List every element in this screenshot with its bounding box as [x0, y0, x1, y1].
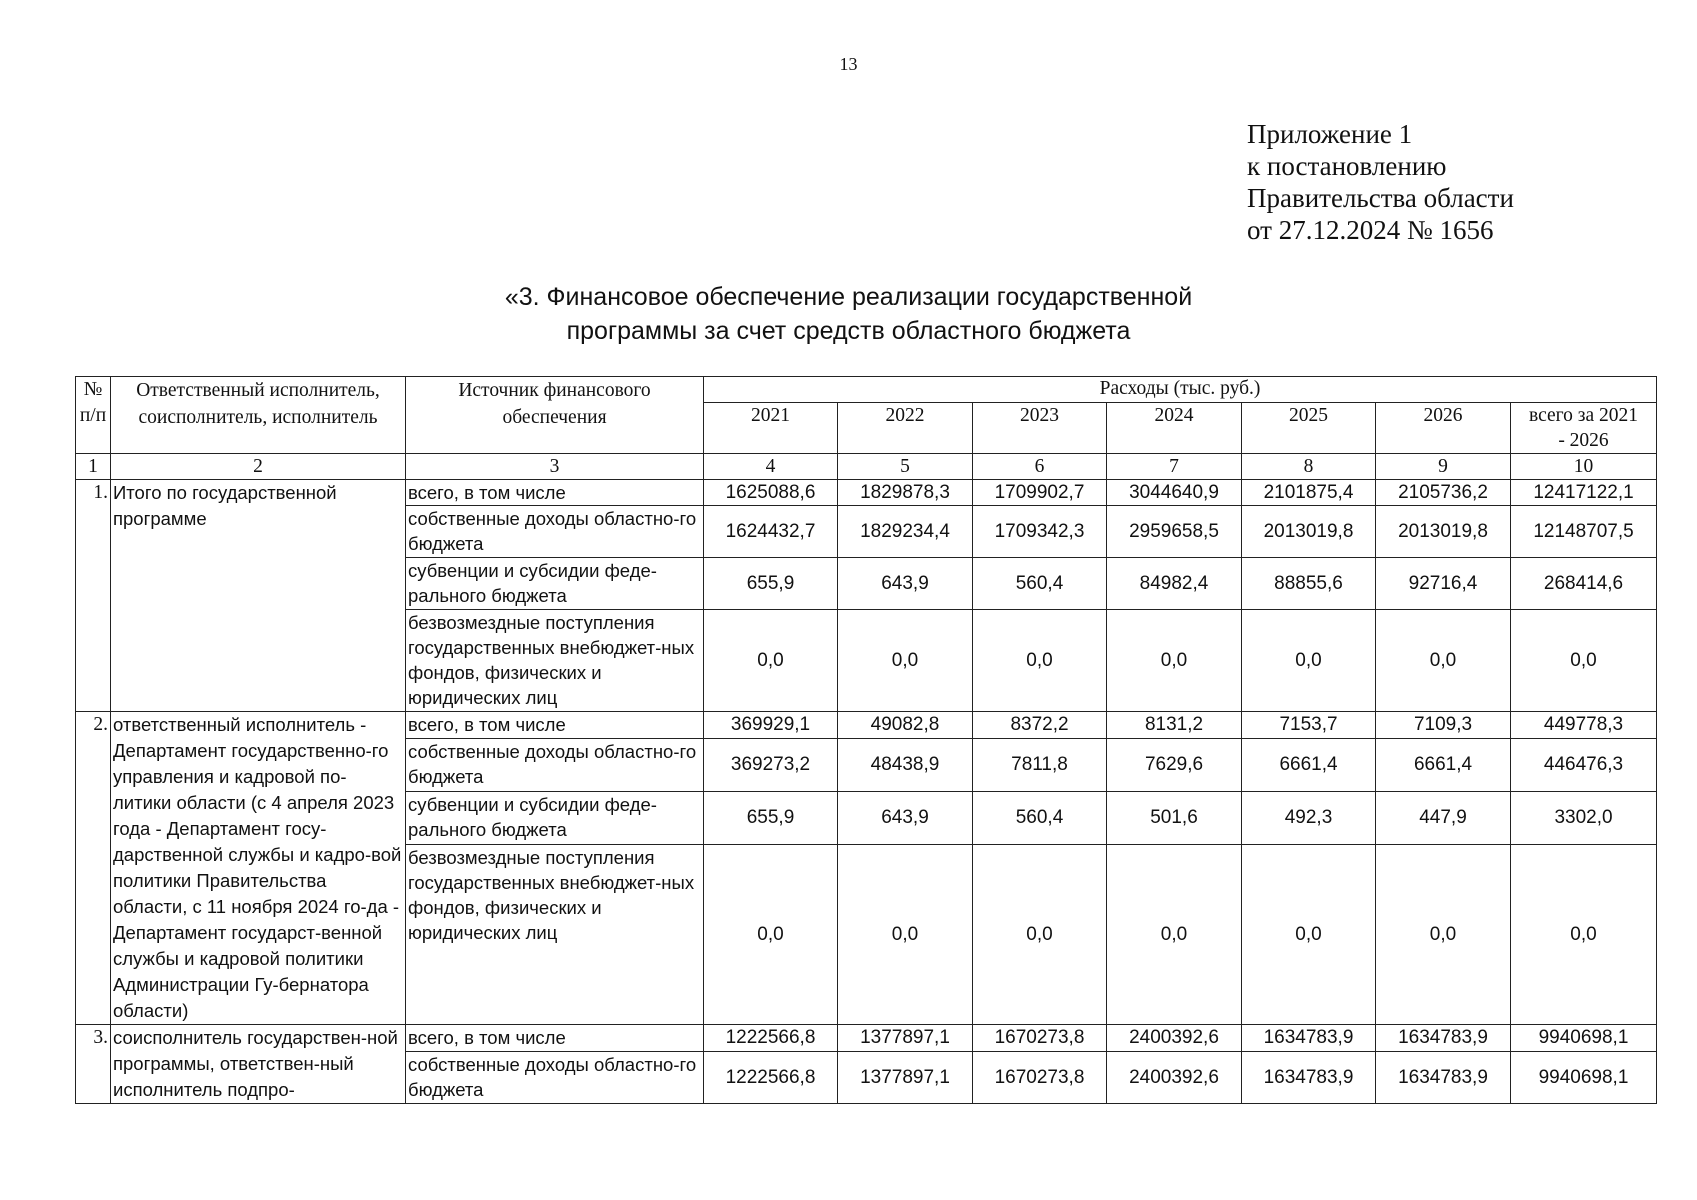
value-cell: 1625088,6	[704, 480, 838, 506]
value-cell: 369929,1	[704, 712, 838, 739]
header-year: 2026	[1376, 403, 1511, 454]
value-cell: 0,0	[704, 610, 838, 712]
value-cell: 446476,3	[1511, 738, 1657, 791]
value-cell: 2400392,6	[1107, 1025, 1242, 1052]
source-cell: всего, в том числе	[406, 480, 704, 506]
header-num: № п/п	[76, 377, 111, 454]
header-source: Источник финансового обеспечения	[406, 377, 704, 454]
value-cell: 49082,8	[838, 712, 973, 739]
executor-cell: ответственный исполнитель - Департамент государственно-го управления и кадровой по-литики области (с 4 апреля 2023 года - Департамент госу-дарственной службы и кадро-вой политики Правительства области, с 11 ноября 2024 го-да - Департамент государст-венной службы и кадровой политики Администрации Гу-бернатора области)	[111, 712, 406, 1025]
value-cell: 0,0	[704, 844, 838, 1024]
value-cell: 643,9	[838, 791, 973, 844]
value-cell: 2105736,2	[1376, 480, 1511, 506]
header-executor: Ответственный исполнитель, соисполнитель, исполнитель	[111, 377, 406, 454]
value-cell: 0,0	[1376, 610, 1511, 712]
value-cell: 48438,9	[838, 738, 973, 791]
header-year: 2022	[838, 403, 973, 454]
value-cell: 1670273,8	[973, 1025, 1107, 1052]
value-cell: 0,0	[1107, 610, 1242, 712]
appendix-line: Правительства области	[1247, 183, 1514, 213]
value-cell: 2400392,6	[1107, 1051, 1242, 1103]
column-index: 7	[1107, 454, 1242, 480]
value-cell: 449778,3	[1511, 712, 1657, 739]
column-index: 1	[76, 454, 111, 480]
value-cell: 1634783,9	[1242, 1025, 1376, 1052]
value-cell: 492,3	[1242, 791, 1376, 844]
value-cell: 0,0	[973, 844, 1107, 1024]
value-cell: 1670273,8	[973, 1051, 1107, 1103]
value-cell: 2013019,8	[1242, 506, 1376, 558]
value-cell: 0,0	[1107, 844, 1242, 1024]
value-cell: 0,0	[1511, 844, 1657, 1024]
value-cell: 88855,6	[1242, 558, 1376, 610]
column-index: 8	[1242, 454, 1376, 480]
value-cell: 2101875,4	[1242, 480, 1376, 506]
header-year: 2025	[1242, 403, 1376, 454]
value-cell: 1624432,7	[704, 506, 838, 558]
value-cell: 1634783,9	[1242, 1051, 1376, 1103]
page-number: 13	[839, 54, 858, 74]
value-cell: 9940698,1	[1511, 1051, 1657, 1103]
value-cell: 6661,4	[1376, 738, 1511, 791]
source-cell: всего, в том числе	[406, 1025, 704, 1052]
value-cell: 84982,4	[1107, 558, 1242, 610]
value-cell: 1634783,9	[1376, 1051, 1511, 1103]
appendix-line: Приложение 1	[1247, 119, 1413, 149]
value-cell: 369273,2	[704, 738, 838, 791]
column-index: 10	[1511, 454, 1657, 480]
value-cell: 447,9	[1376, 791, 1511, 844]
executor-cell: Итого по государственной программе	[111, 480, 406, 712]
header-year: 2023	[973, 403, 1107, 454]
appendix-line: к постановлению	[1247, 151, 1447, 181]
value-cell: 1709902,7	[973, 480, 1107, 506]
source-cell: собственные доходы областно-го бюджета	[406, 1051, 704, 1103]
value-cell: 501,6	[1107, 791, 1242, 844]
value-cell: 560,4	[973, 558, 1107, 610]
value-cell: 1377897,1	[838, 1051, 973, 1103]
value-cell: 655,9	[704, 791, 838, 844]
value-cell: 9940698,1	[1511, 1025, 1657, 1052]
value-cell: 0,0	[1511, 610, 1657, 712]
title-line: «3. Финансовое обеспечение реализации государственной	[504, 283, 1193, 311]
value-cell: 1709342,3	[973, 506, 1107, 558]
executor-cell: соисполнитель государствен-ной программы, ответствен-ный исполнитель подпро-	[111, 1025, 406, 1104]
header-year: 2024	[1107, 403, 1242, 454]
header-row	[76, 377, 1657, 403]
value-cell: 7153,7	[1242, 712, 1376, 739]
source-cell: всего, в том числе	[406, 712, 704, 739]
source-cell: безвозмездные поступления государственных внебюджет-ных фондов, физических и юридических лиц	[406, 844, 704, 1024]
column-index: 2	[111, 454, 406, 480]
table-row	[76, 712, 1657, 739]
appendix-note	[1247, 118, 1514, 246]
value-cell: 3302,0	[1511, 791, 1657, 844]
source-cell: собственные доходы областно-го бюджета	[406, 506, 704, 558]
value-cell: 1634783,9	[1376, 1025, 1511, 1052]
row-number: 3.	[76, 1025, 111, 1104]
value-cell: 0,0	[838, 844, 973, 1024]
column-index: 6	[973, 454, 1107, 480]
value-cell: 1829878,3	[838, 480, 973, 506]
value-cell: 0,0	[1242, 844, 1376, 1024]
value-cell: 0,0	[838, 610, 973, 712]
source-cell: субвенции и субсидии феде-рального бюджета	[406, 558, 704, 610]
column-index-row	[76, 454, 1657, 480]
value-cell: 12148707,5	[1511, 506, 1657, 558]
header-total: всего за 2021 - 2026	[1511, 403, 1657, 454]
value-cell: 268414,6	[1511, 558, 1657, 610]
value-cell: 3044640,9	[1107, 480, 1242, 506]
value-cell: 2959658,5	[1107, 506, 1242, 558]
value-cell: 8372,2	[973, 712, 1107, 739]
value-cell: 6661,4	[1242, 738, 1376, 791]
table-row	[76, 480, 1657, 506]
row-number: 1.	[76, 480, 111, 712]
value-cell: 0,0	[973, 610, 1107, 712]
source-cell: субвенции и субсидии феде-рального бюджета	[406, 791, 704, 844]
title-line: программы за счет средств областного бюджета	[566, 317, 1131, 345]
value-cell: 1829234,4	[838, 506, 973, 558]
column-index: 3	[406, 454, 704, 480]
column-index: 9	[1376, 454, 1511, 480]
header-year: 2021	[704, 403, 838, 454]
table-row	[76, 1025, 1657, 1052]
value-cell: 12417122,1	[1511, 480, 1657, 506]
value-cell: 655,9	[704, 558, 838, 610]
value-cell: 1222566,8	[704, 1025, 838, 1052]
source-cell: собственные доходы областно-го бюджета	[406, 738, 704, 791]
value-cell: 1377897,1	[838, 1025, 973, 1052]
value-cell: 7811,8	[973, 738, 1107, 791]
value-cell: 7109,3	[1376, 712, 1511, 739]
column-index: 4	[704, 454, 838, 480]
value-cell: 560,4	[973, 791, 1107, 844]
value-cell: 1222566,8	[704, 1051, 838, 1103]
value-cell: 0,0	[1242, 610, 1376, 712]
appendix-line: от 27.12.2024 № 1656	[1247, 215, 1494, 245]
value-cell: 643,9	[838, 558, 973, 610]
value-cell: 0,0	[1376, 844, 1511, 1024]
value-cell: 92716,4	[1376, 558, 1511, 610]
header-expenses: Расходы (тыс. руб.)	[704, 377, 1657, 403]
financing-table	[75, 376, 1657, 1104]
source-cell: безвозмездные поступления государственных внебюджет-ных фондов, физических и юридических лиц	[406, 610, 704, 712]
column-index: 5	[838, 454, 973, 480]
row-number: 2.	[76, 712, 111, 1025]
document-title	[0, 280, 1697, 348]
value-cell: 7629,6	[1107, 738, 1242, 791]
value-cell: 8131,2	[1107, 712, 1242, 739]
value-cell: 2013019,8	[1376, 506, 1511, 558]
